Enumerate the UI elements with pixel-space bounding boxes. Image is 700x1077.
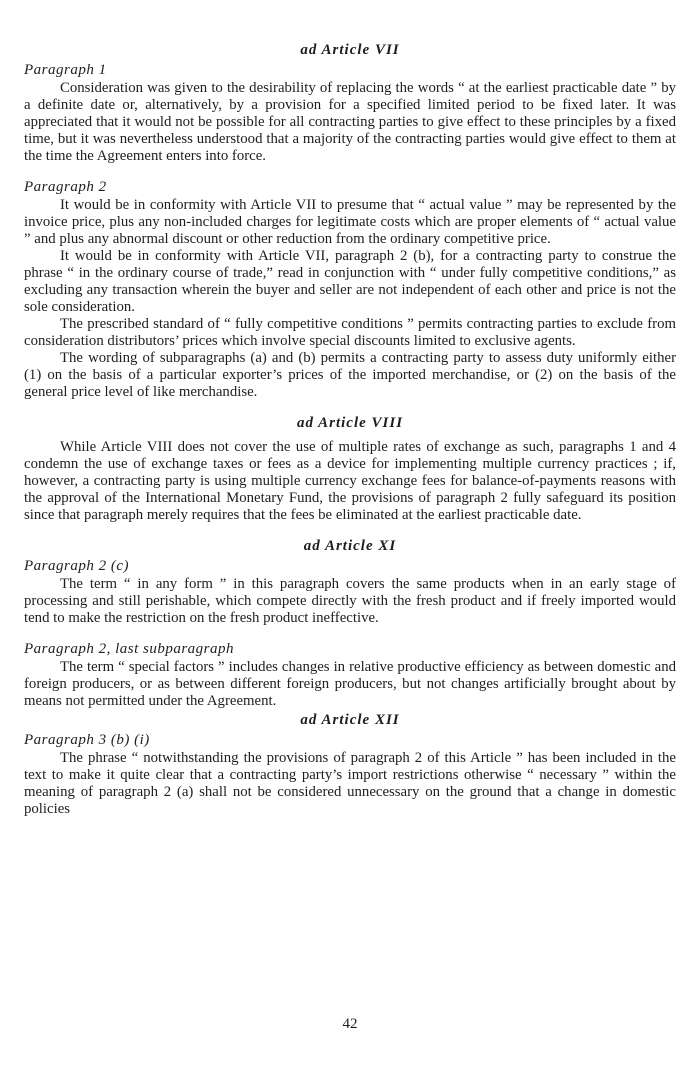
paragraph-title: Paragraph 2, last subparagraph bbox=[24, 641, 235, 657]
page-number: 42 bbox=[342, 1016, 358, 1032]
section-heading: ad Article VII bbox=[300, 42, 400, 58]
section-article-vii bbox=[24, 40, 676, 401]
body-paragraph: The term “ in any form ” in this paragraph covers the same products when in an early stage of processing and still perishable, which compete directly with the fresh product and if freely imported would tend to make the restriction on the fresh product ineffective. bbox=[24, 576, 676, 626]
section-article-xii bbox=[24, 710, 676, 818]
body-paragraph: The wording of subparagraphs (a) and (b) permits a contracting party to assess duty uniformly either (1) on the basis of a particular exporter’s prices of the imported merchandise, or (2) on the basis of the general price level of like merchandise. bbox=[24, 350, 676, 400]
body-paragraph: While Article VIII does not cover the use of multiple rates of exchange as such, paragraphs 1 and 4 condemn the use of exchange taxes or fees as a device for implementing multiple currency practices ; if, however, a contracting party is using multiple currency exchange fees for balance-of-payments reasons with the approval of the International Monetary Fund, the provisions of paragraph 2 fully safeguard its position since that paragraph merely requires that the fees be eliminated at the earliest practicable date. bbox=[24, 439, 676, 523]
paragraph-title: Paragraph 1 bbox=[24, 62, 107, 78]
body-paragraph: It would be in conformity with Article VII, paragraph 2 (b), for a contracting party to construe the phrase “ in the ordinary course of trade,” read in conjunction with “ under fully competitive conditions,” as excluding any transaction wherein the buyer and seller are not independent of each other and price is not the sole consideration. bbox=[24, 248, 676, 315]
section-article-xi bbox=[24, 536, 676, 710]
paragraph-title: Paragraph 2 (c) bbox=[24, 558, 129, 574]
body-paragraph: Consideration was given to the desirability of replacing the words “ at the earliest practicable date ” by a definite date or, alternatively, by a provision for a specified limited period to be fixed later. It was appreciated that it would not be possible for all contracting parties to give effect to these principles by a fixed time, but it was nevertheless understood that a majority of the contracting parties would give effect to them at the time the Agreement enters into force. bbox=[24, 80, 676, 164]
section-heading: ad Article XI bbox=[303, 538, 397, 554]
body-paragraph: It would be in conformity with Article VII to presume that “ actual value ” may be represented by the invoice price, plus any non-included charges for legitimate costs which are proper elements of “ actual value ” and plus any abnormal discount or other reduction from the ordinary competitive price. bbox=[24, 197, 676, 247]
paragraph-title: Paragraph 3 (b) (i) bbox=[24, 732, 150, 748]
body-paragraph: The phrase “ notwithstanding the provisions of paragraph 2 of this Article ” has been included in the text to make it quite clear that a contracting party’s import restrictions otherwise “ necessary ” within the meaning of paragraph 2 (a) shall not be considered unnecessary on the ground that a change in domestic policies bbox=[24, 750, 676, 817]
section-heading: ad Article VIII bbox=[296, 415, 404, 431]
section-article-viii bbox=[24, 413, 676, 524]
body-paragraph: The prescribed standard of “ fully competitive conditions ” permits contracting parties to exclude from consideration distributors’ prices which involve special discounts limited to exclusive agents. bbox=[24, 316, 676, 349]
section-heading: ad Article XII bbox=[300, 712, 400, 728]
paragraph-title: Paragraph 2 bbox=[24, 179, 107, 195]
body-paragraph: The term “ special factors ” includes changes in relative productive efficiency as between domestic and foreign producers, or as between different foreign producers, but not changes artificially brought about by means not permitted under the Agreement. bbox=[24, 659, 676, 709]
